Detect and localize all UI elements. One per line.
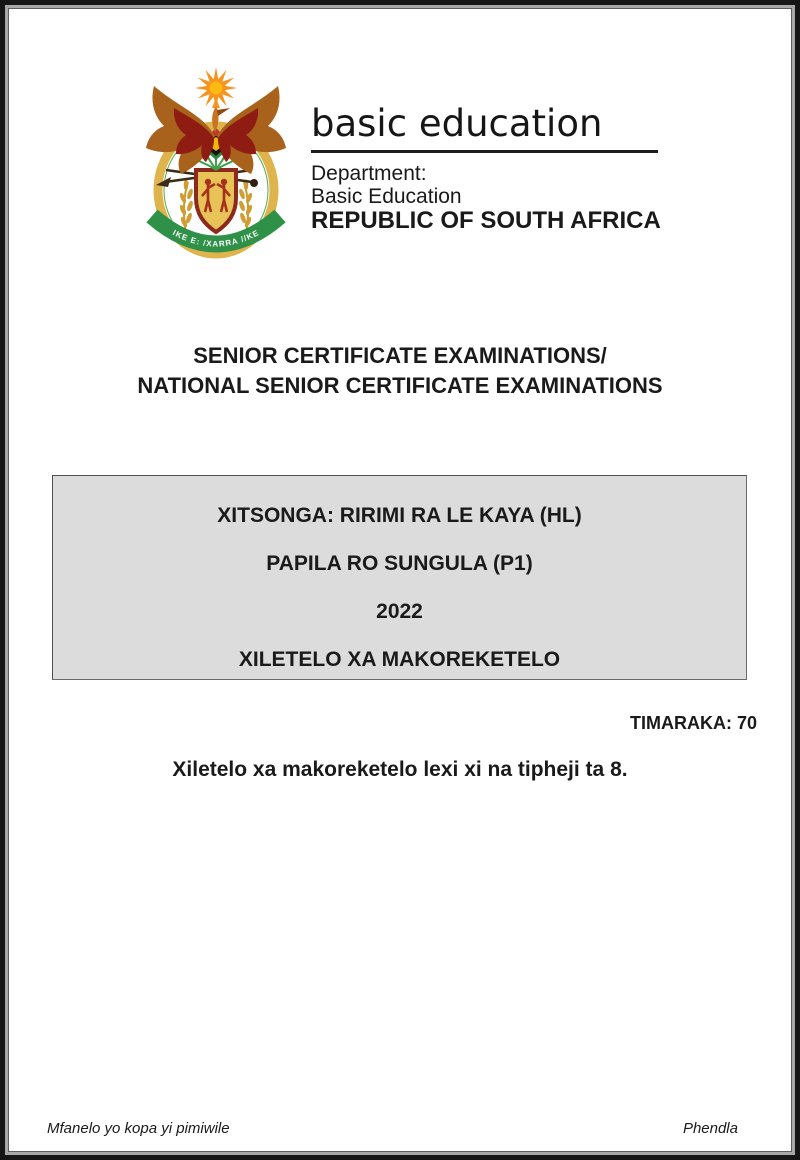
coat-of-arms-logo bbox=[140, 66, 292, 264]
department-brand-block bbox=[311, 101, 671, 233]
exam-title-line1: SENIOR CERTIFICATE EXAMINATIONS/ bbox=[193, 343, 607, 368]
department-label: Department: bbox=[311, 162, 427, 185]
country-name: REPUBLIC OF SOUTH AFRICA bbox=[311, 207, 661, 234]
south-africa-coat-of-arms-icon bbox=[140, 66, 292, 264]
brand-underline bbox=[311, 150, 658, 153]
copyright-note: Mfanelo yo kopa yi pimiwile bbox=[47, 1120, 230, 1137]
sun-icon bbox=[195, 67, 237, 109]
exam-title-block bbox=[0, 341, 800, 401]
brand-wordmark: basic education bbox=[311, 102, 603, 145]
marks-label: TIMARAKA: 70 bbox=[629, 713, 757, 733]
exam-year: 2022 bbox=[376, 600, 423, 623]
subject-name: XITSONGA: RIRIMI RA LE KAYA (HL) bbox=[217, 504, 582, 527]
department-name: Basic Education bbox=[311, 185, 462, 208]
turn-over-note: Phendla bbox=[682, 1120, 738, 1137]
document-type: XILETELO XA MAKOREKETELO bbox=[238, 648, 561, 671]
emblem-motto-text: IKE E: /XARRA //KE bbox=[171, 228, 261, 249]
subject-box bbox=[52, 475, 747, 680]
paper-name: PAPILA RO SUNGULA (P1) bbox=[266, 552, 533, 575]
pages-note: Xiletelo xa makoreketelo lexi xi na tipheji ta 8. bbox=[172, 758, 628, 781]
exam-title-line2: NATIONAL SENIOR CERTIFICATE EXAMINATIONS bbox=[137, 373, 663, 398]
